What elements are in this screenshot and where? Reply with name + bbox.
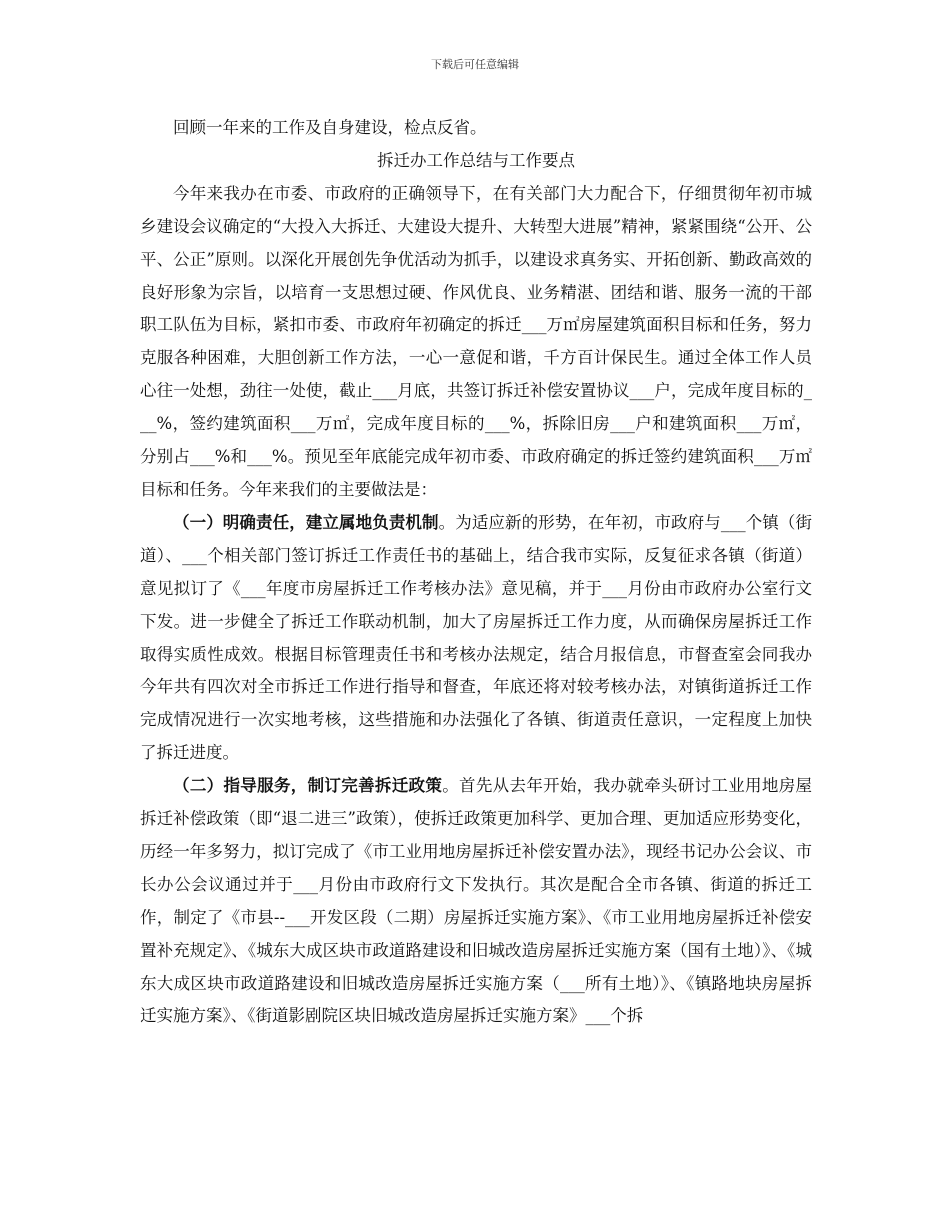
page-header: 下载后可任意编辑 [431,58,519,71]
paragraph-2-heading: （一）明确责任，建立属地负责机制 [173,512,439,532]
paragraph-2-body: 。为适应新的形势，在年初，市政府与___个镇（街道）、___个相关部门签订拆迁工作责任书的基础上，结合我市实际，反复征求各镇（街道）意见拟订了《___年度市房屋拆迁工作考核办法》意见稿，并于___月份由市政府办公室行文下发。进一步健全了拆迁工作联动机制，加大了房屋拆迁工作力度，从而确保房屋拆迁工作取得实质性成效。根据目标管理责任书和考核办法规定，结合月报信息，市督查室会同我办今年共有四次对全市拆迁工作进行指导和督查，年底还将对较考核办法，对镇街道拆迁工作完成情况进行一次实地考核，这些措施和办法强化了各镇、街道责任意识，一定程度上加快了拆迁进度。 [140,512,813,763]
paragraph-3-body: 。首先从去年开始，我办就牵头研讨工业用地房屋拆迁补偿政策（即“退二进三”政策），使拆迁政策更加科学、更加合理、更加适应形势变化，历经一年多努力，拟订完成了《市工业用地房屋拆迁补偿安置办法》，现经书记办公会议、市长办公会议通过并于___月份由市政府行文下发执行。其次是配合全市各镇、街道的拆迁工作，制定了《市县--___开发区段（二期）房屋拆迁实施方案》、《市工业用地房屋拆迁补偿安置补充规定》、《城东大成区块市政道路建设和旧城改造房屋拆迁实施方案（国有土地）》、《城东大成区块市政道路建设和旧城改造房屋拆迁实施方案（___所有土地）》、《镇路地块房屋拆迁实施方案》、《街道影剧院区块旧城改造房屋拆迁实施方案》___个拆 [140,776,813,1026]
paragraph-3-heading: （二）指导服务，制订完善拆迁政策 [173,776,443,796]
intro-line: 回顾一年来的工作及自身建设，检点反省。 [173,118,487,137]
document-title: 拆迁办工作总结与工作要点 [377,150,575,170]
paragraph-2 [140,507,812,770]
paragraph-3 [140,770,812,1033]
document-body [140,112,812,1033]
paragraph-1: 今年来我办在市委、市政府的正确领导下，在有关部门大力配合下，仔细贯彻年初市城乡建设会议确定的“大投入大拆迁、大建设大提升、大转型大进展”精神，紧紧围绕“公开、公平、公正”原则。以深化开展创先争优活动为抓手，以建设求真务实、开拓创新、勤政高效的良好形象为宗旨，以培育一支思想过硬、作风优良、业务精湛、团结和谐、服务一流的干部职工队伍为目标，紧扣市委、市政府年初确定的拆迁___万㎡房屋建筑面积目标和任务，努力克服各种困难，大胆创新工作方法，一心一意促和谐，千方百计保民生。通过全体工作人员心往一处想，劲往一处使，截止___月底，共签订拆迁补偿安置协议___户，完成年度目标的___%，签约建筑面积___万㎡，完成年度目标的___%，拆除旧房___户和建筑面积___万㎡，分别占___%和___%。预见至年底能完成年初市委、市政府确定的拆迁签约建筑面积___万㎡目标和任务。今年来我们的主要做法是： [140,183,812,499]
